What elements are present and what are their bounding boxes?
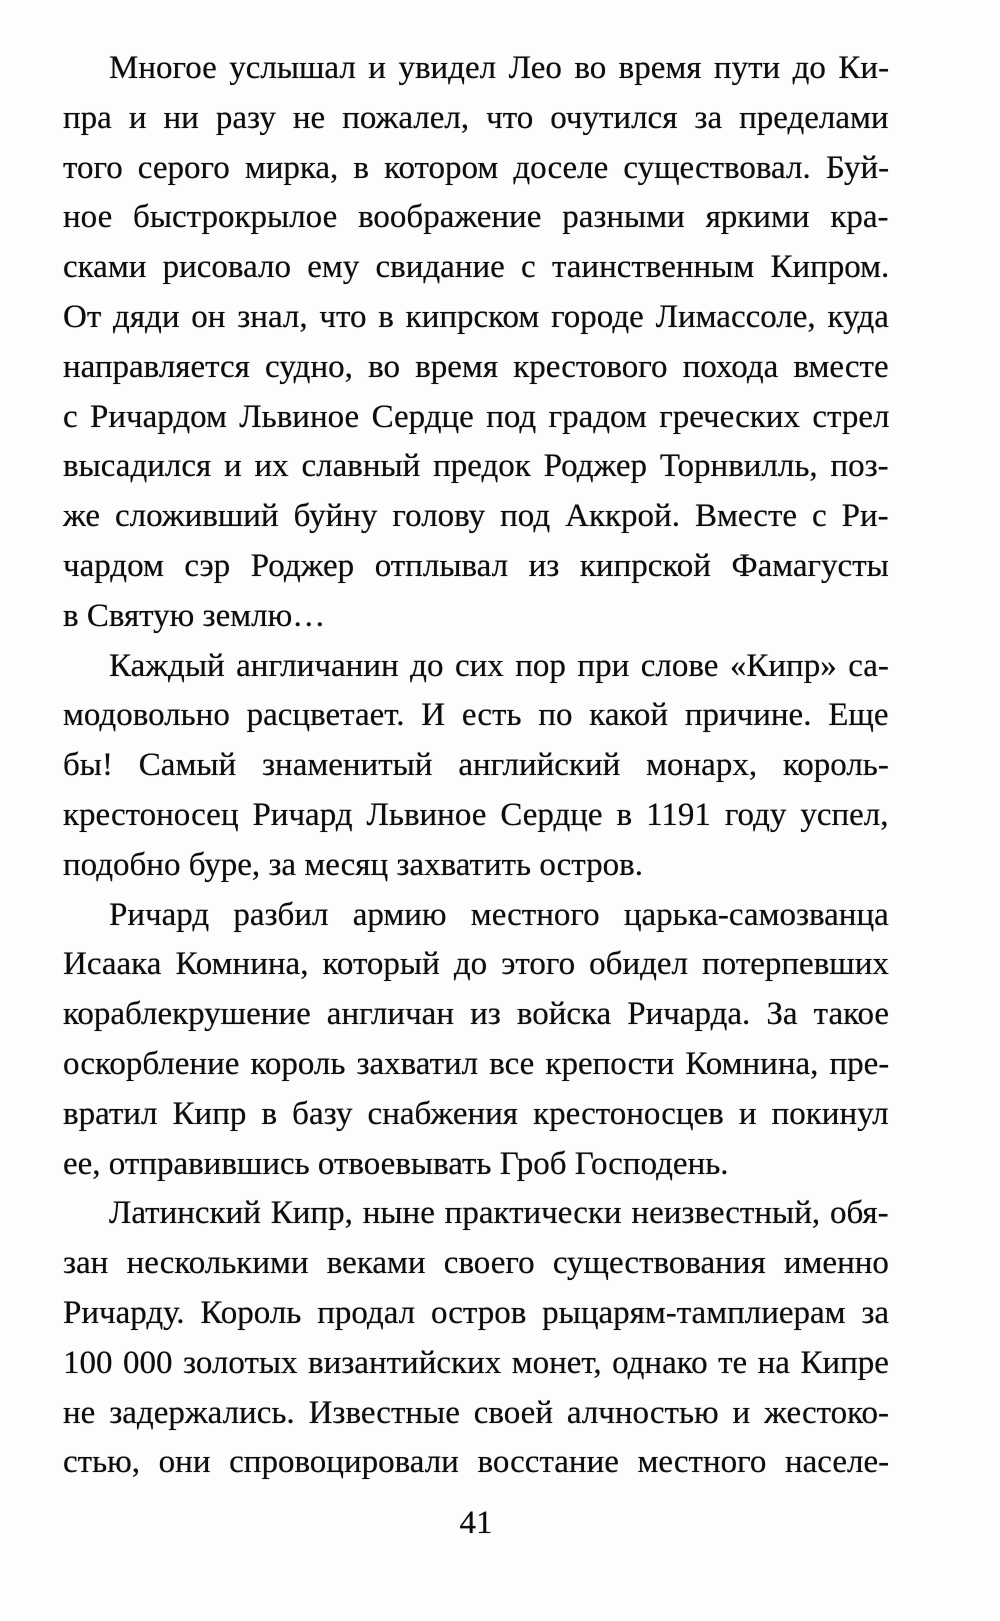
text-line (63, 791, 889, 841)
body-text (63, 44, 889, 1488)
text-line (63, 1389, 889, 1439)
text-line-content: высадился и их славный предок Роджер Торнвилль, поз- (63, 448, 889, 485)
text-line-content: Ричард разбил армию местного царька-самозванца (109, 896, 889, 933)
text-line (63, 1090, 889, 1140)
text-line (63, 542, 889, 592)
text-line (63, 492, 889, 542)
text-line-content: Многое услышал и увидел Лео во время пути до Ки- (109, 50, 890, 86)
text-line-content: Каждый англичанин до сих пор при слове «Кипр» са- (109, 647, 889, 684)
text-line (63, 243, 889, 293)
text-line-content: бы! Самый знаменитый английский монарх, король- (63, 747, 889, 784)
text-line (63, 193, 889, 243)
text-line (63, 691, 889, 741)
text-line (63, 442, 889, 492)
text-line (63, 841, 889, 891)
text-line (63, 1438, 889, 1488)
text-line (63, 293, 889, 343)
text-line-content: ное быстрокрылое воображение разными яркими кра- (63, 199, 889, 236)
text-line (63, 343, 889, 393)
text-line (63, 1040, 889, 1090)
text-line (63, 940, 889, 990)
text-line-content: же сложивший буйну голову под Аккрой. Вместе с Ри- (63, 498, 889, 535)
text-line-content: не задержались. Известные своей алчностью и жестоко- (63, 1394, 889, 1431)
text-line (63, 592, 889, 642)
text-line (63, 1339, 889, 1389)
text-line-content: с Ричардом Львиное Сердце под градом греческих стрел (63, 398, 890, 435)
text-line (63, 891, 889, 941)
text-line (63, 144, 889, 194)
text-line (63, 1239, 889, 1289)
text-line (63, 642, 889, 692)
text-line (63, 1140, 889, 1190)
text-line-content: зан несколькими веками своего существования именно (63, 1245, 889, 1282)
text-line-content: 100 000 золотых византийских монет, однако те на Кипре (63, 1344, 889, 1381)
text-line (63, 1289, 889, 1339)
text-line-content: кораблекрушение англичан из войска Ричарда. За такое (63, 996, 890, 1033)
text-line-content: вратил Кипр в базу снабжения крестоносцев и покинул (63, 1095, 889, 1132)
text-line-content: чардом сэр Роджер отплывал из кипрской Фамагусты (63, 547, 889, 584)
text-line-content: подобно буре, за месяц захватить остров. (63, 846, 643, 883)
text-line-content: модовольно расцветает. И есть по какой причине. Еще (63, 697, 889, 734)
text-line (63, 990, 889, 1040)
text-line-content: сками рисовало ему свидание с таинственным Кипром. (63, 249, 890, 286)
text-line-content: пра и ни разу не пожалел, что очутился за пределами (63, 99, 889, 136)
text-line (63, 741, 889, 791)
text-line-content: ее, отправившись отвоевывать Гроб Господень. (63, 1145, 729, 1182)
text-line-content: того серого мирка, в котором доселе существовал. Буй- (63, 149, 890, 186)
text-line-content: стью, они спровоцировали восстание местного населе- (63, 1444, 890, 1481)
text-line-content: крестоносец Ричард Львиное Сердце в 1191 году успел, (63, 796, 889, 833)
text-line (63, 94, 889, 144)
text-line-content: в Святую землю… (63, 597, 326, 634)
text-line-content: Исаака Комнина, который до этого обидел потерпевших (63, 946, 889, 983)
text-line-content: Ричарду. Король продал остров рыцарям-тамплиерам за (63, 1294, 890, 1331)
text-line-content: направляется судно, во время крестового похода вместе (63, 348, 889, 385)
page-number: 41 (459, 1505, 493, 1541)
text-line (63, 393, 889, 443)
text-line (63, 1189, 889, 1239)
text-line (63, 44, 889, 94)
text-line-content: оскорбление король захватил все крепости Комнина, пре- (63, 1045, 890, 1082)
text-line-content: Латинский Кипр, ныне практически неизвестный, обя- (109, 1195, 889, 1232)
text-line-content: От дяди он знал, что в кипрском городе Лимассоле, куда (63, 298, 889, 335)
